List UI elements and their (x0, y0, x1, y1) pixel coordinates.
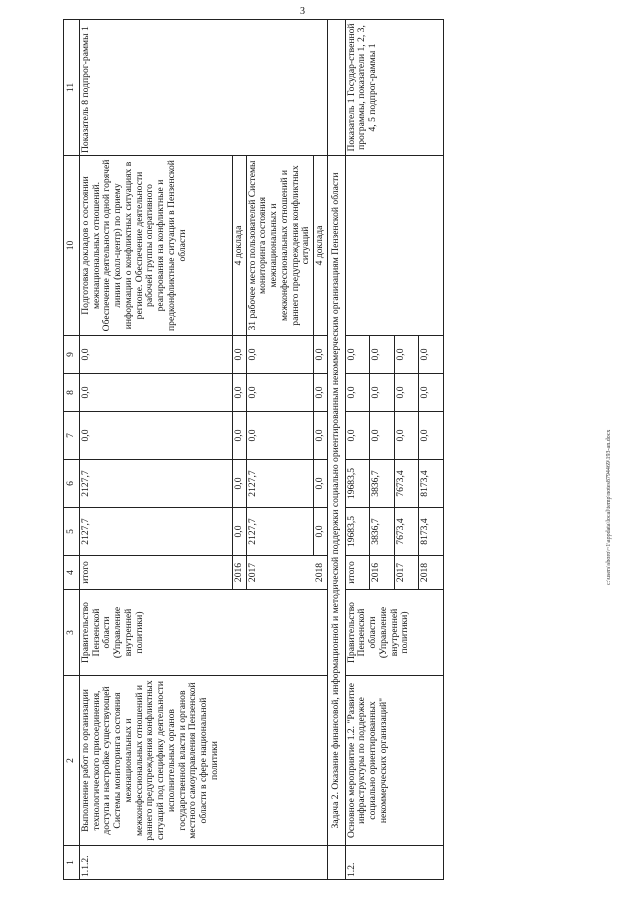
other-cell: 0,0 (246, 336, 313, 374)
regional-cell: 0,0 (370, 412, 395, 460)
row-number: 1.1.2. (80, 846, 328, 880)
year-cell: итого (345, 556, 370, 590)
executor: Правительство Пензенской области (Управление внутренней политики) (80, 590, 328, 676)
federal-cell: 2127,7 (80, 460, 233, 508)
result-cell: 4 доклада (233, 156, 247, 336)
col-header-5: 5 (64, 508, 80, 556)
other-cell: 0,0 (233, 336, 247, 374)
local-cell: 0,0 (246, 374, 313, 412)
other-cell: 0,0 (394, 336, 419, 374)
result-cell: Подготовка докладов о состоянии межнациональных отношений. Обеспечение деятельности одной горячей линии (колл-центр) по приему информации о конфликтных ситуациях в регионе. Обеспечение деятельности рабочей группы оперативного реагирования на конфликтные и предконфликтные ситуации в Пензенской области (80, 156, 233, 336)
executor: Правительство Пензенской области (Управление внутренней политики) (345, 590, 443, 676)
task-2-title: Задача 2. Оказание финансовой, информационной и методической поддержки социально ориентированным некоммерческим организациям Пензенской области (327, 156, 345, 846)
local-cell: 0,0 (233, 374, 247, 412)
local-cell: 0,0 (370, 374, 395, 412)
local-cell: 0,0 (394, 374, 419, 412)
table-row (345, 20, 370, 880)
year-cell: 2017 (394, 556, 419, 590)
total-cell: 2127,7 (246, 508, 313, 556)
regional-cell: 0,0 (314, 412, 328, 460)
col-header-10: 10 (64, 156, 80, 336)
regional-cell: 0,0 (419, 412, 444, 460)
other-cell: 0,0 (345, 336, 370, 374)
year-cell: 2016 (233, 556, 247, 590)
page-number: 3 (300, 6, 305, 17)
local-cell: 0,0 (419, 374, 444, 412)
total-cell: 0,0 (233, 508, 247, 556)
total-cell: 2127,7 (80, 508, 233, 556)
regional-cell: 0,0 (246, 412, 313, 460)
year-cell: 2016 (370, 556, 395, 590)
activity-name: Основное мероприятие 1.2. "Развитие инфраструктуры по поддержке социально ориентированных некоммерческих организаций" (345, 676, 443, 846)
col-header-8: 8 (64, 374, 80, 412)
task-row (327, 20, 345, 880)
program-table (63, 19, 444, 880)
total-cell: 3836,7 (370, 508, 395, 556)
federal-cell: 7673,4 (394, 460, 419, 508)
total-cell: 0,0 (314, 508, 328, 556)
file-path-footer: c:\users\sboro\~1\appdata\local\temp\notes8794469\193-an.docx (606, 429, 612, 585)
indicator-cell: Показатель 1 Государ-ственной программы, показатели 1, 2, 3, 4, 5 подпрог-раммы 1 (345, 20, 443, 156)
col-header-2: 2 (64, 676, 80, 846)
result-cell-empty (345, 156, 443, 336)
column-number-row (64, 20, 80, 880)
activity-name: Выполнение работ по организации технологического присоединения, доступа и настройке существующей Системы мониторинга состояния межнациональных и межконфессиональных отношений и раннего предупреждения конфликтных ситуаций под специфику деятельности исполнительных органов государственной власти и органов местного самоуправления Пензенской области в сфере национальной политики (80, 676, 328, 846)
col-header-3: 3 (64, 590, 80, 676)
regional-cell: 0,0 (233, 412, 247, 460)
local-cell: 0,0 (345, 374, 370, 412)
result-cell: 31 рабочее место пользователей Системы мониторинга состояния межнациональных и межконфессиональных отношений и раннего предупреждения конфликтных ситуаций (246, 156, 313, 336)
total-cell: 19683,5 (345, 508, 370, 556)
other-cell: 0,0 (370, 336, 395, 374)
result-cell: 4 доклада (314, 156, 328, 336)
rotated-table-block (63, 20, 583, 880)
year-cell: итого (80, 556, 233, 590)
federal-cell: 8173,4 (419, 460, 444, 508)
table-row (80, 20, 233, 880)
year-cell: 2018 (419, 556, 444, 590)
regional-cell: 0,0 (80, 412, 233, 460)
task-right-spacer (327, 20, 345, 156)
col-header-1: 1 (64, 846, 80, 880)
federal-cell: 3836,7 (370, 460, 395, 508)
col-header-6: 6 (64, 460, 80, 508)
federal-cell: 0,0 (314, 460, 328, 508)
regional-cell: 0,0 (394, 412, 419, 460)
col-header-9: 9 (64, 336, 80, 374)
federal-cell: 2127,7 (246, 460, 313, 508)
col-header-4: 4 (64, 556, 80, 590)
federal-cell: 19683,5 (345, 460, 370, 508)
col-header-7: 7 (64, 412, 80, 460)
other-cell: 0,0 (314, 336, 328, 374)
indicator-cell: Показатель 8 подпрог-раммы 1 (80, 20, 328, 156)
task-left-spacer (327, 846, 345, 880)
total-cell: 7673,4 (394, 508, 419, 556)
total-cell: 8173,4 (419, 508, 444, 556)
other-cell: 0,0 (419, 336, 444, 374)
other-cell: 0,0 (80, 336, 233, 374)
federal-cell: 0,0 (233, 460, 247, 508)
regional-cell: 0,0 (345, 412, 370, 460)
year-cell: 2017 (246, 556, 313, 590)
year-cell: 2018 (314, 556, 328, 590)
row-number: 1.2. (345, 846, 443, 880)
local-cell: 0,0 (314, 374, 328, 412)
local-cell: 0,0 (80, 374, 233, 412)
col-header-11: 11 (64, 20, 80, 156)
